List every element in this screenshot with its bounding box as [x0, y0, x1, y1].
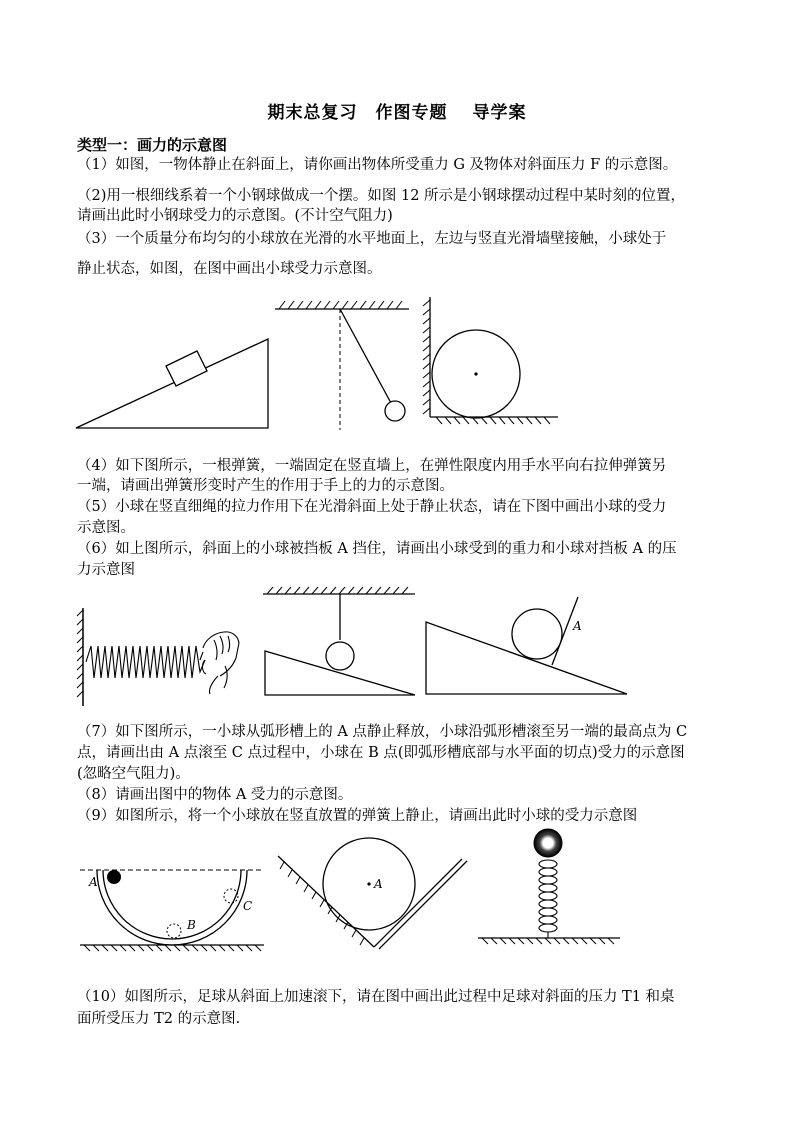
question-3-line-2: 静止状态，如图，在图中画出小球受力示意图。 [77, 261, 382, 277]
hand [200, 632, 239, 694]
ground-hatch [84, 945, 261, 951]
question-4-line-1: （4）如下图所示，一根弹簧，一端固定在竖直墙上，在弹性限度内用手水平向右拉伸弹簧另 [77, 458, 667, 474]
ball-at-A [107, 870, 121, 884]
pendulum-ball [385, 401, 405, 421]
question-7-line-1: （7）如下图所示，一小球从弧形槽上的 A 点静止释放，小球沿弧形槽滚至另一端的最高点为 C [77, 724, 688, 740]
spring-hand-figure [77, 608, 239, 706]
groove-inner [103, 870, 241, 939]
point-label-A: A [89, 875, 98, 889]
right-wall-outer [379, 861, 467, 949]
block [166, 351, 207, 386]
ball-wall-figure [423, 297, 558, 424]
wall-hatch [77, 610, 83, 697]
question-6-line-2: 力示意图 [77, 562, 135, 578]
wall-hatch [423, 300, 430, 414]
spring [86, 646, 205, 678]
arc-groove-figure [80, 870, 264, 951]
question-7-line-2: 点，请画出由 A 点滚至 C 点过程中，小球在 B 点(即弧形槽底部与水平面的切点)受力的示意图 [77, 745, 685, 761]
ball [326, 642, 354, 670]
page-title: 期末总复习 作图专题 导学案 [267, 103, 527, 123]
plate-label: A [573, 619, 582, 633]
question-5-line-1: （5）小球在竖直细绳的拉力作用下在光滑斜面上处于静止状态，请在下图中画出小球的受力 [77, 499, 667, 515]
spring-coils [539, 860, 557, 932]
point-label-C: C [243, 899, 253, 913]
right-wall-inner [374, 859, 462, 947]
question-3-line-1: （3）一个质量分布均匀的小球放在光滑的水平地面上，左边与竖直光滑墙壁接触，小球处于 [77, 231, 667, 247]
question-10-line-2: 面所受压力 T2 的示意图. [77, 1011, 241, 1027]
question-8: （8）请画出图中的物体 A 受力的示意图。 [77, 787, 353, 803]
incline-triangle [76, 339, 268, 428]
question-7-line-3: (忽略空气阻力)。 [77, 766, 190, 782]
question-4-line-2: 一端，请画出弹簧形变时产生的作用于手上的力的示意图。 [77, 478, 454, 494]
ball-center [367, 882, 370, 885]
ceiling-hatch [279, 301, 402, 309]
question-2-line-1: （2)用一根细线系着一个小钢球做成一个摆。如图 12 所示是小钢球摆动过程中某时刻的位置， [77, 188, 686, 204]
ball-at-B [167, 924, 181, 938]
ball-label: A [374, 877, 383, 891]
pendulum-string [340, 309, 391, 403]
pendulum-figure [275, 301, 409, 430]
ball [512, 609, 562, 659]
left-wall-hatch [280, 862, 364, 945]
question-2-line-2: 请画出此时小钢球受力的示意图。(不计空气阻力) [77, 208, 393, 224]
steel-ball [534, 829, 562, 857]
ball-plate-figure [426, 597, 627, 694]
ceiling-hatch [267, 587, 408, 594]
point-label-B: B [187, 918, 196, 932]
v-groove-figure [278, 838, 467, 949]
ball-center [474, 372, 477, 375]
question-9: （9）如图所示，将一个小球放在竖直放置的弹簧上静止，请画出此时小球的受力示意图 [77, 808, 638, 824]
ball-spring-figure [478, 829, 620, 944]
section-heading: 类型一：画力的示意图 [77, 136, 228, 154]
ball-incline-string-figure [263, 587, 415, 695]
question-1: （1）如图，一物体静止在斜面上，请你画出物体所受重力 G 及物体对斜面压力 F 的示意图。 [77, 157, 678, 173]
question-5-line-2: 示意图。 [77, 520, 135, 536]
ground-hatch [482, 938, 614, 944]
floor-hatch [436, 417, 550, 424]
question-10-line-1: （10）如图所示，足球从斜面上加速滚下，请在图中画出此过程中足球对斜面的压力 T1 和桌 [77, 989, 675, 1005]
question-6-line-1: （6）如上图所示，斜面上的小球被挡板 A 挡住，请画出小球受到的重力和小球对挡板 A 的压 [77, 541, 677, 557]
incline-block-figure [76, 339, 268, 428]
